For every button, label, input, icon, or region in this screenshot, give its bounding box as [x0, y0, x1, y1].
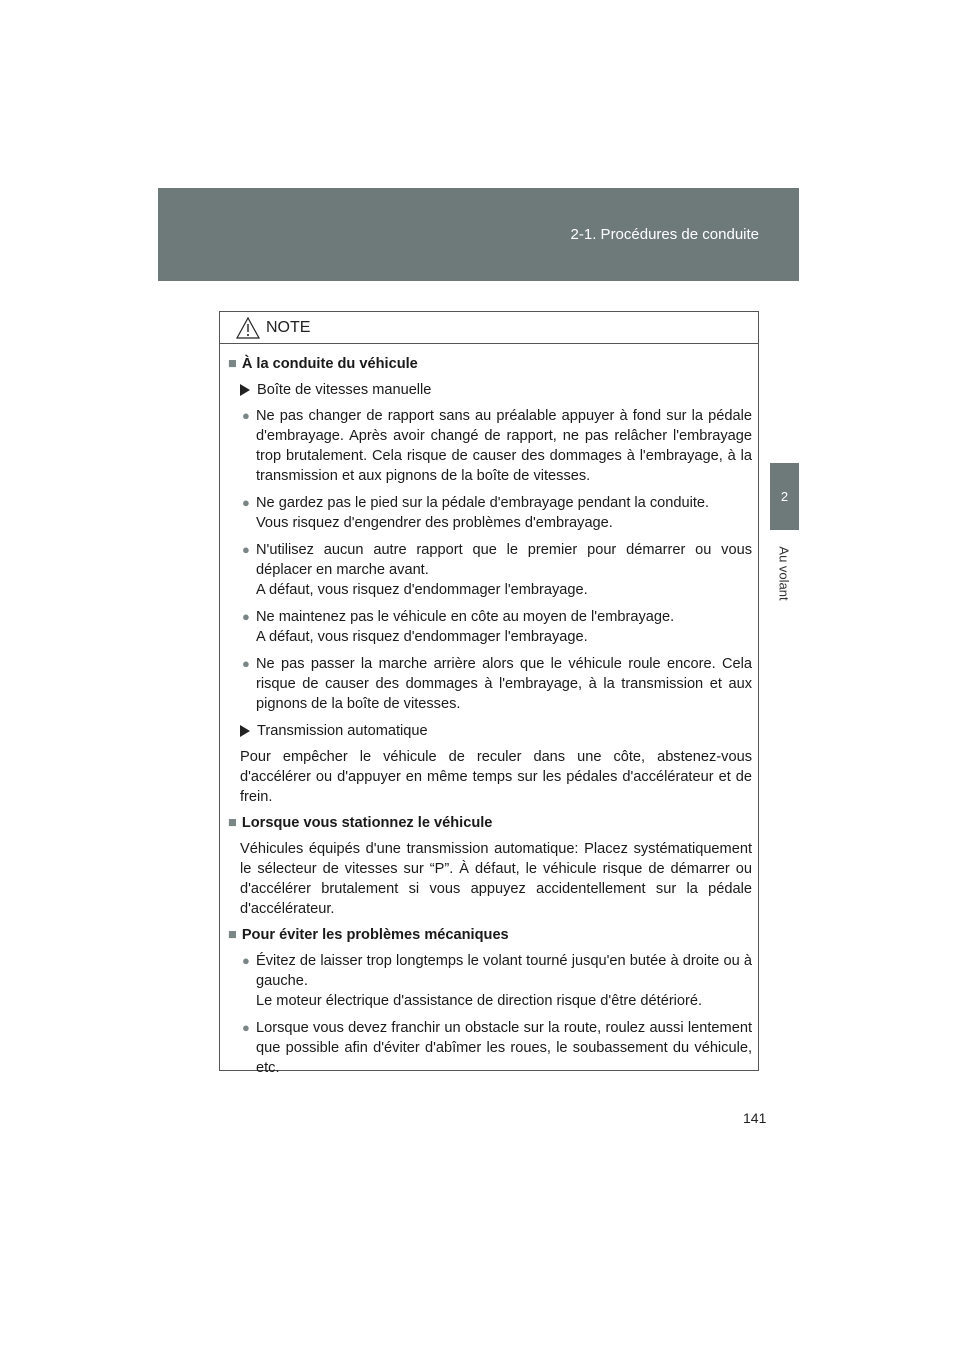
square-bullet-icon: ■ — [228, 356, 237, 372]
list-item: ● Ne pas changer de rapport sans au préalable appuyer à fond sur la pédale d'embrayage. Après avoir changé de rapport, ne pas relâcher l'embrayage trop brutalement. Cela risque de causer des dommages à l'embrayage, à la transmission et aux pignons de la boîte de vitesses. — [242, 408, 752, 484]
square-bullet-icon: ■ — [228, 815, 237, 831]
page-number: 141 — [743, 1110, 767, 1126]
chapter-label: Au volant — [777, 545, 793, 601]
arrow-right-icon — [240, 725, 250, 737]
list-item: ● Lorsque vous devez franchir un obstacle sur la route, roulez aussi lentement que possible afin d'éviter d'abîmer les roues, le soubassement du véhicule, etc. — [242, 1020, 752, 1076]
circle-bullet-icon: ● — [242, 656, 250, 671]
paragraph-parking: Véhicules équipés d'une transmission automatique: Placez systématiquement le sélecteur de vitesses sur “P”. À défaut, le véhicule risque de démarrer ou d'accélérer brutalement si vous appuyez accidentellement sur la pédale d'accélérateur. — [240, 841, 752, 917]
heading-mechanical: ■ Pour éviter les problèmes mécaniques — [228, 927, 509, 943]
list-item: ● N'utilisez aucun autre rapport que le premier pour démarrer ou vous déplacer en marche avant. A défaut, vous risquez d'endommager l'embrayage. — [242, 542, 752, 598]
note-title: NOTE — [266, 318, 311, 336]
heading-driving: ■ À la conduite du véhicule — [228, 356, 418, 372]
list-item: ● Évitez de laisser trop longtemps le volant tourné jusqu'en butée à droite ou à gauche. Le moteur électrique d'assistance de direction risque d'être détérioré. — [242, 953, 752, 1009]
chapter-number-tab: 2 — [770, 463, 799, 530]
circle-bullet-icon: ● — [242, 609, 250, 624]
arrow-right-icon — [240, 384, 250, 396]
section-title: 2-1. Procédures de conduite — [570, 226, 759, 243]
circle-bullet-icon: ● — [242, 495, 250, 510]
circle-bullet-icon: ● — [242, 1020, 250, 1035]
note-box — [219, 311, 759, 1076]
chapter-header-band — [158, 188, 799, 281]
list-item: ● Ne pas passer la marche arrière alors que le véhicule roule encore. Cela risque de causer des dommages à l'embrayage, à la transmission et aux pignons de la boîte de vitesses. — [242, 656, 752, 712]
list-item: ● Ne gardez pas le pied sur la pédale d'embrayage pendant la conduite. Vous risquez d'engendrer des problèmes d'embrayage. — [242, 495, 710, 531]
warning-triangle-icon — [236, 317, 260, 339]
note-body — [220, 344, 758, 1078]
circle-bullet-icon: ● — [242, 953, 250, 968]
circle-bullet-icon: ● — [242, 542, 250, 557]
heading-parking: ■ Lorsque vous stationnez le véhicule — [228, 815, 493, 831]
square-bullet-icon: ■ — [228, 927, 237, 943]
note-header — [220, 312, 758, 344]
circle-bullet-icon: ● — [242, 408, 250, 423]
sub-manual-gearbox: Boîte de vitesses manuelle — [228, 380, 752, 400]
paragraph-automatic: Pour empêcher le véhicule de reculer dans une côte, abstenez-vous d'accélérer ou d'appuyer en même temps sur les pédales d'accélérateur et de frein. — [240, 749, 752, 805]
sub-automatic-transmission: Transmission automatique — [228, 721, 752, 741]
list-item: ● Ne maintenez pas le véhicule en côte au moyen de l'embrayage. A défaut, vous risquez d'endommager l'embrayage. — [242, 609, 675, 645]
